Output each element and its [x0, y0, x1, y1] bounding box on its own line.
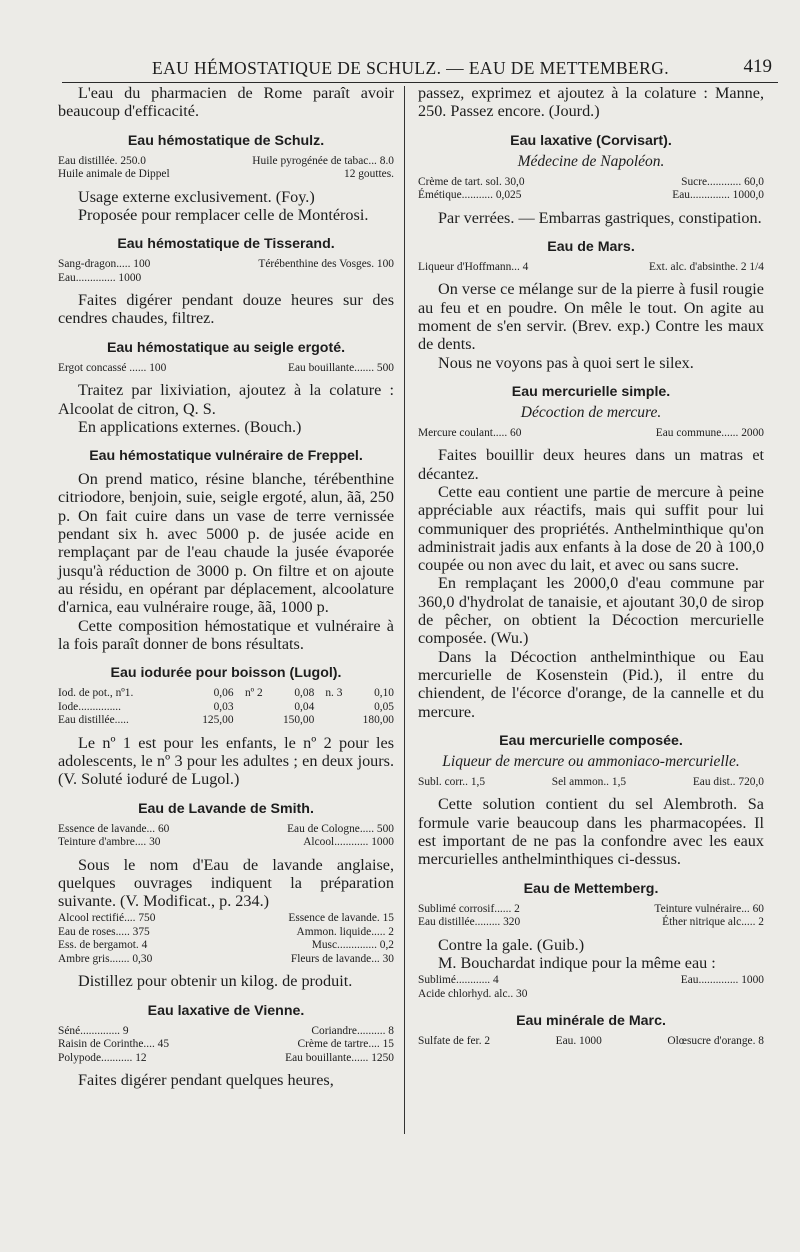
- paragraph: On prend matico, résine blanche, térébenthine citriodore, benjoin, suie, seigle ergoté, alun, ãã, 250 p. On fait cuire dans un vase de terre vernissée pendant six h. avec 5000 p. de jusée acide en remplaçant par de l'eau chaude la jusée évaporée jusqu'à réduction de 3000 p. On filtre et on ajoute au résidu, en opérant par déplacement, alcoolature d'arnica, eau vulnéraire rouge, ãã, 1000 p.: [58, 470, 394, 617]
- formula-line: Essence de lavande. 15: [288, 912, 394, 925]
- formula-schulz: [58, 155, 394, 182]
- table-cell: 0,05: [374, 700, 394, 713]
- formula-line: Mercure coulant..... 60: [418, 426, 522, 439]
- right-column: [418, 84, 764, 1055]
- formula-line: Eau distillée. 250.0: [58, 154, 146, 167]
- formula-lugol: [58, 687, 394, 728]
- paragraph: Sous le nom d'Eau de lavande anglaise, quelques ouvrages indiquent la préparation suivante. (V. Modificat., p. 234.): [58, 855, 394, 911]
- formula-line: Ambre gris....... 0,30: [58, 952, 153, 965]
- formula-line: Ess. de bergamot. 4: [58, 939, 148, 952]
- table-cell: [234, 714, 263, 728]
- table-cell: 180,00: [362, 714, 394, 727]
- formula-line: Crème de tart. sol. 30,0: [418, 175, 525, 188]
- formula-line: Essence de lavande... 60: [58, 822, 170, 835]
- formula-line: Musc.............. 0,2: [311, 939, 394, 952]
- paragraph: En remplaçant les 2000,0 d'eau commune par 360,0 d'hydrolat de tanaisie, et ajoutant 30,0 de sirop de pêcher, on obtient la Décoction mercurielle composée. (Wu.): [418, 574, 764, 648]
- paragraph: Le nº 1 est pour les enfants, le nº 2 pour les adolescents, le nº 3 pour les adultes ; en deux jours. (V. Soluté ioduré de Lugol.): [58, 733, 394, 789]
- table-cell: n. 3: [325, 687, 343, 700]
- formula-line: Eau de Cologne..... 500: [287, 822, 394, 835]
- formula-line: Teinture vulnéraire... 60: [654, 902, 764, 915]
- formula-line: Émétique........... 0,025: [418, 189, 522, 202]
- formula-line: Acide chlorhyd. alc.. 30: [418, 987, 528, 1000]
- subtitle-mercurielle-composee: Liqueur de mercure ou ammoniaco-mercurielle.: [442, 752, 740, 770]
- paragraph: Cette eau contient une partie de mercure à peine appréciable aux réactifs, mais qui suffit pour lui communiquer des propriétés. Anthelminthique qu'on administrait jadis aux enfants à la dose de 20 à 100,0 coupée ou non avec du lait, et avec ou sans sucre.: [418, 482, 764, 575]
- heading-seigle: Eau hémostatique au seigle ergoté.: [106, 339, 346, 356]
- table-cell: 0,03: [213, 700, 234, 713]
- formula-line: Ergot concassé ...... 100: [58, 361, 167, 374]
- table-cell: Eau distillée.....: [58, 714, 129, 727]
- table-row: [58, 687, 394, 701]
- paragraph-continued: passez, exprimez et ajoutez à la colature : Manne, 250. Passez encore. (Jourd.): [418, 84, 764, 121]
- table-cell: 0,08: [294, 687, 315, 700]
- formula-line: Subl. corr.. 1,5: [418, 775, 486, 788]
- formula-line: Eau commune...... 2000: [655, 426, 764, 439]
- table-cell: Iod. de pot., nº1.: [58, 687, 134, 700]
- formula-marc: [418, 1035, 764, 1049]
- column-divider: [404, 86, 405, 1134]
- formula-line: Eau dist.. 720,0: [692, 775, 764, 788]
- table-cell: nº 2: [244, 687, 263, 700]
- table-cell: 125,00: [202, 714, 234, 727]
- heading-corvisart: Eau laxative (Corvisart).: [510, 132, 672, 149]
- formula-seigle: [58, 362, 394, 376]
- formula-line: Olœsucre d'orange. 8: [667, 1035, 764, 1048]
- formula-line: Crème de tartre.... 15: [297, 1038, 394, 1051]
- table-cell: 0,06: [213, 687, 234, 700]
- formula-line: Alcool rectifié.... 750: [58, 912, 156, 925]
- running-header: [62, 52, 778, 83]
- subtitle-mercurielle-simple: Décoction de mercure.: [520, 403, 662, 421]
- page-number: 419: [743, 56, 772, 77]
- paragraph: Faites bouillir deux heures dans un matras et décantez.: [418, 446, 764, 483]
- formula-line: Sel ammon.. 1,5: [551, 775, 627, 788]
- formula-line: Ext. alc. d'absinthe. 2 1/4: [649, 260, 764, 273]
- paragraph: Faites digérer pendant douze heures sur des cendres chaudes, filtrez.: [58, 291, 394, 328]
- formula-line: Sublimé corrosif...... 2: [418, 902, 520, 915]
- heading-freppel: Eau hémostatique vulnéraire de Freppel.: [89, 448, 363, 465]
- heading-mars: Eau de Mars.: [547, 238, 635, 255]
- formula-line: Eau.............. 1000,0: [672, 189, 764, 202]
- formula-line: Coriandre.......... 8: [311, 1024, 394, 1037]
- formula-line: Eau. 1000: [555, 1035, 602, 1048]
- formula-line: Huile pyrogénée de tabac... 8.0: [252, 154, 394, 167]
- formula-line: Fleurs de lavande... 30: [290, 952, 394, 965]
- formula-line: Raisin de Corinthe.... 45: [58, 1038, 170, 1051]
- formula-mettemberg: [418, 903, 764, 930]
- formula-line: Eau.............. 1000: [680, 974, 764, 987]
- table-cell: 0,04: [294, 700, 315, 713]
- paragraph: Faites digérer pendant quelques heures,: [78, 1071, 334, 1090]
- paragraph: Proposée pour remplacer celle de Montérosi.: [78, 205, 369, 224]
- table-cell: Iode...............: [58, 700, 121, 713]
- heading-marc: Eau minérale de Marc.: [516, 1013, 666, 1030]
- paragraph: Traitez par lixiviation, ajoutez à la colature : Alcoolat de citron, Q. S.: [58, 381, 394, 418]
- formula-lavande-anglaise: [58, 912, 394, 966]
- formula-lavande: [58, 823, 394, 850]
- formula-line: Liqueur d'Hoffmann... 4: [418, 260, 529, 273]
- formula-line: Eau de roses..... 375: [58, 925, 150, 938]
- formula-line: Huile animale de Dippel: [58, 168, 170, 181]
- formula-mercurielle-simple: [418, 427, 764, 441]
- heading-lavande: Eau de Lavande de Smith.: [138, 800, 314, 817]
- formula-line: Séné.............. 9: [58, 1024, 129, 1037]
- formula-line: Teinture d'ambre.... 30: [58, 836, 161, 849]
- table-cell: [314, 701, 342, 715]
- table-row: [58, 701, 394, 715]
- formula-line: Sucre............ 60,0: [681, 175, 764, 188]
- paragraph: Cette solution contient du sel Alembroth. Sa formule varie beaucoup dans les pharmacopées. Il est important de ne pas la confondre avec les eaux mercurielles anthelminthiques ci-dessus.: [418, 795, 764, 869]
- paragraph: Dans la Décoction anthelminthique ou Eau mercurielle de Kosenstein (Pid.), il entre du chiendent, de l'écorce d'orange, de la cannelle et du mercure.: [418, 647, 764, 721]
- formula-line: Sublimé............ 4: [418, 974, 499, 987]
- heading-tisserand: Eau hémostatique de Tisserand.: [117, 236, 335, 253]
- formula-line: Alcool............ 1000: [303, 836, 394, 849]
- subtitle-corvisart: Médecine de Napoléon.: [517, 152, 665, 170]
- paragraph: Distillez pour obtenir un kilog. de produit.: [78, 972, 353, 991]
- table-cell: 0,10: [374, 687, 394, 700]
- formula-line: Eau.............. 1000: [58, 271, 142, 284]
- paragraph: En applications externes. (Bouch.): [78, 417, 302, 436]
- formula-line: 12 gouttes.: [344, 168, 394, 181]
- formula-line: Sang-dragon..... 100: [58, 258, 151, 271]
- left-column: [58, 84, 394, 1090]
- formula-mercurielle-composee: [418, 776, 764, 790]
- formula-line: Eau distillée......... 320: [418, 916, 521, 929]
- running-title: EAU HÉMOSTATIQUE DE SCHULZ. — EAU DE METTEMBERG.: [152, 58, 670, 78]
- table-cell: 150,00: [282, 714, 315, 727]
- formula-line: Térébenthine des Vosges. 100: [258, 258, 394, 271]
- formula-corvisart: [418, 176, 764, 203]
- paragraph: M. Bouchardat indique pour la même eau :: [438, 953, 716, 972]
- formula-line: Polypode........... 12: [58, 1051, 147, 1064]
- heading-schulz: Eau hémostatique de Schulz.: [127, 132, 325, 149]
- heading-mettemberg: Eau de Mettemberg.: [523, 880, 659, 897]
- heading-vienne: Eau laxative de Vienne.: [147, 1002, 305, 1019]
- formula-mettemberg-bouchardat: [418, 974, 764, 1001]
- formula-line: Eau bouillante....... 500: [288, 361, 394, 374]
- formula-line: Éther nitrique alc..... 2: [662, 916, 764, 929]
- formula-line: Eau bouillante...... 1250: [285, 1051, 394, 1064]
- table-cell: [314, 714, 342, 728]
- paragraph: Par verrées. — Embarras gastriques, constipation.: [438, 208, 762, 227]
- heading-lugol: Eau iodurée pour boisson (Lugol).: [110, 665, 342, 682]
- formula-tisserand: [58, 258, 394, 285]
- table-cell: [234, 701, 263, 715]
- heading-mercurielle-composee: Eau mercurielle composée.: [499, 732, 683, 749]
- paragraph: Nous ne voyons pas à quoi sert le silex.: [438, 353, 694, 372]
- formula-line: Ammon. liquide..... 2: [296, 925, 394, 938]
- formula-vienne: [58, 1025, 394, 1066]
- paragraph: On verse ce mélange sur de la pierre à fusil rougie au feu et en poudre. On mêle le tout. On agite au moment de s'en servir. (Brev. exp.) Contre les maux de dents.: [418, 280, 764, 354]
- formula-line: Sulfate de fer. 2: [418, 1035, 491, 1048]
- table-row: [58, 714, 394, 728]
- intro-paragraph: L'eau du pharmacien de Rome paraît avoir beaucoup d'efficacité.: [58, 84, 394, 121]
- formula-mars: [418, 261, 764, 275]
- paragraph: Contre la gale. (Guib.): [438, 935, 585, 954]
- heading-mercurielle-simple: Eau mercurielle simple.: [511, 383, 671, 400]
- paragraph: Usage externe exclusivement. (Foy.): [78, 187, 315, 206]
- paragraph: Cette composition hémostatique et vulnéraire à la fois paraît donner de bons résultats.: [58, 616, 394, 653]
